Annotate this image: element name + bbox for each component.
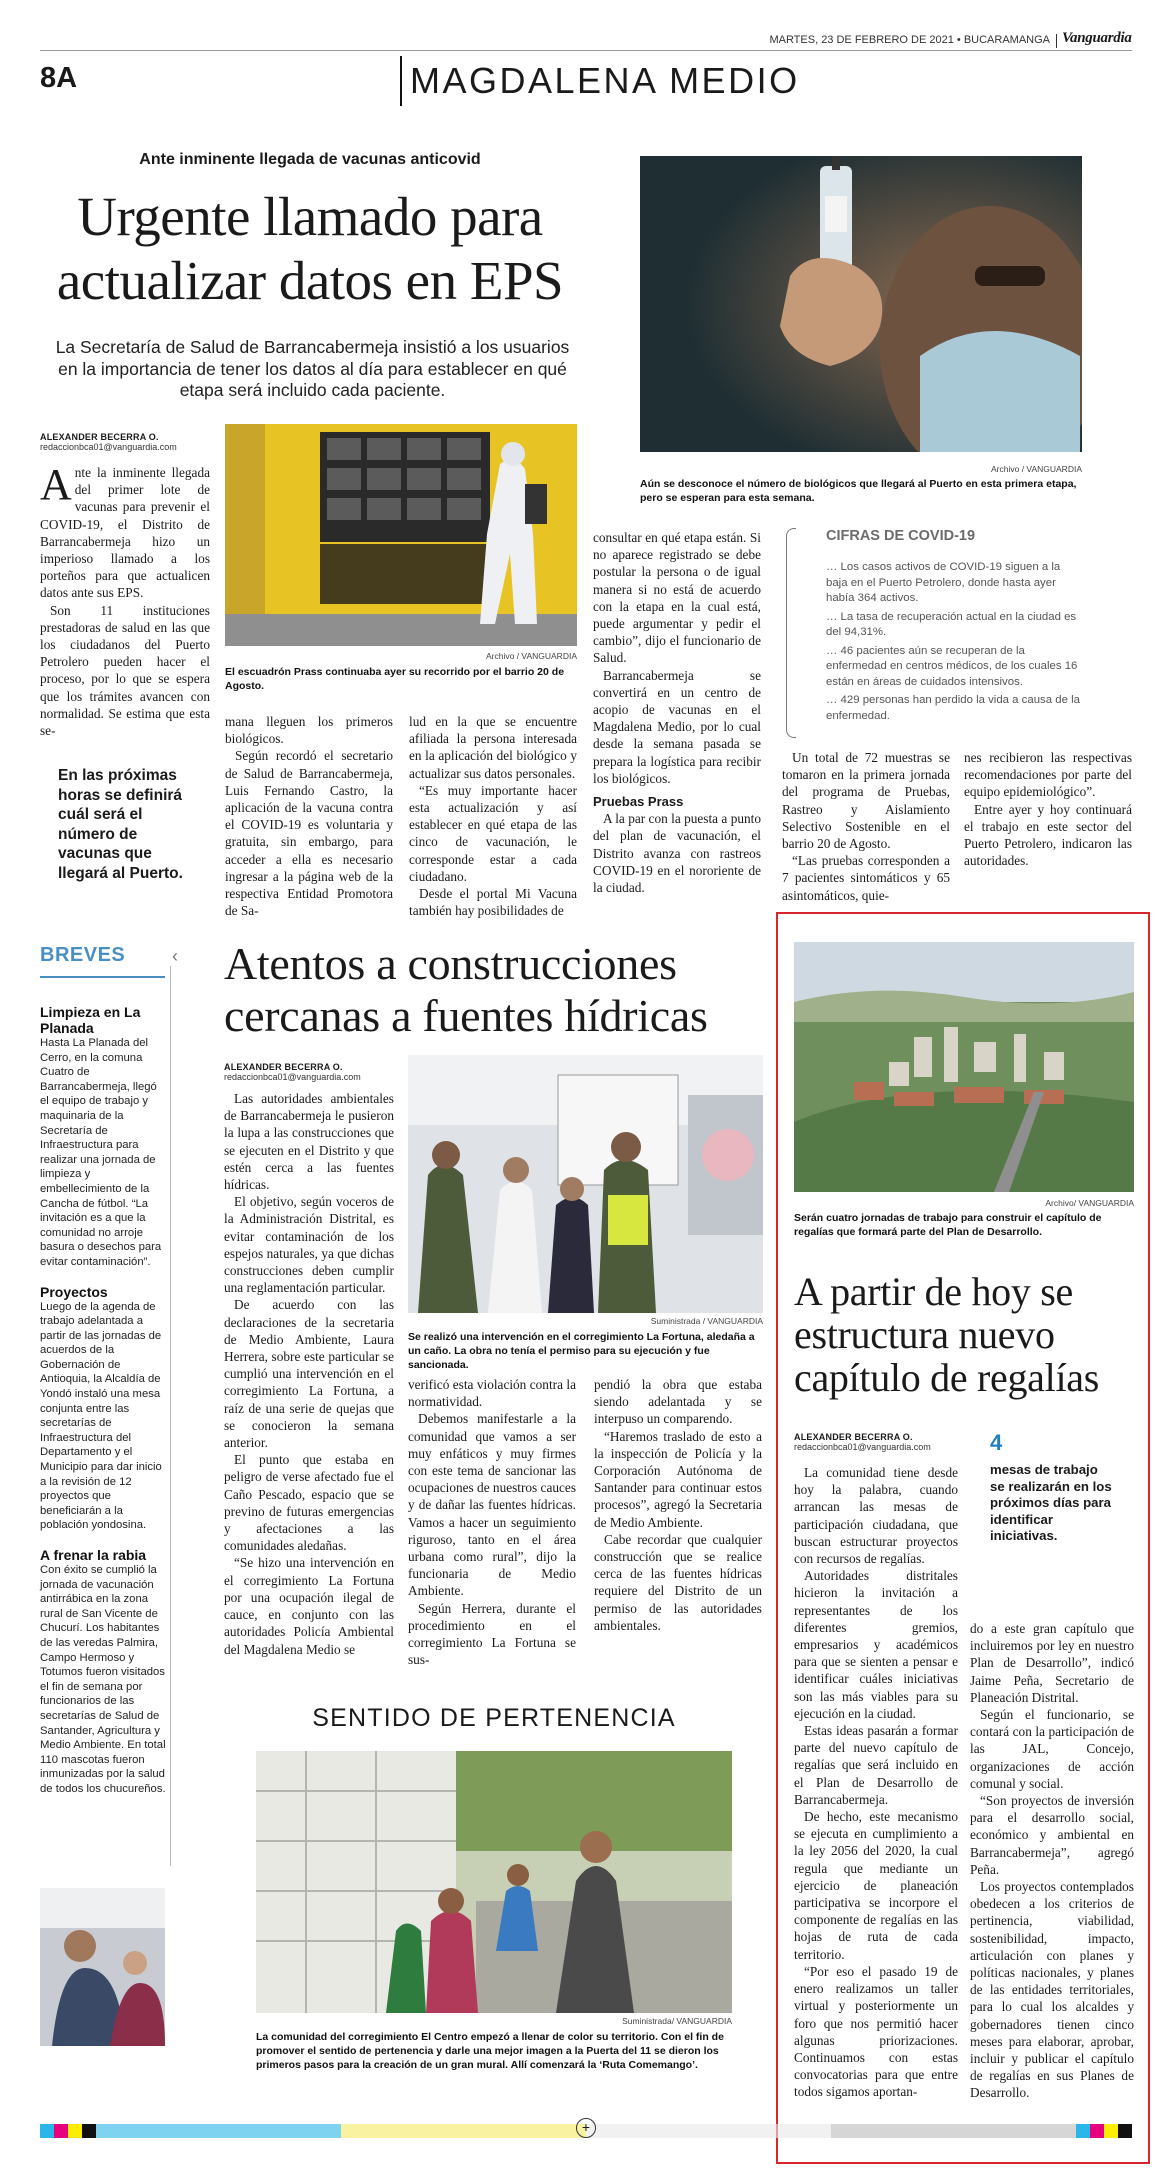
story3-col1-p5: “Por eso el pasado 19 de enero realizamos un taller virtual y posteriormente un foro que nos permitió hacer algunas priorizaciones. Continuamos con estas convocatorias para que entre todos sigamos aportan- [794,1963,958,2100]
sentido-photo [256,1751,732,2013]
story2-col2-p2: Debemos manifestarle a la comunidad que vamos a ser muy enfáticos y muy firmes con este tema de sancionar las ocupaciones de nuestros cauces y de dañar las fuentes hídricas. Vamos a hacer un seguimiento riguroso, tanto en el área urbana como rural”, dijo la funcionaria de Medio Ambiente. [408,1411,576,1599]
breves-item-text: Hasta La Planada del Cerro, en la comuna Cuatro de Barrancabermeja, llegó el equipo de trabajo y maquinaria de la Secretaría de Infraestructura para realizar una jornada de limpieza y embellecimiento de la Cancha de fútbol. “La invitación es a que la comunidad no arroje basura o desechos para evitar contaminación”. [40,1037,162,1268]
story2-photo-credit: Suministrada / VANGUARDIA [650,1316,763,1326]
breves-item-text: Luego de la agenda de trabajo adelantada a partir de las jornadas de acuerdos de la Gobernación de Antioquia, la Alcaldía de Yondó instaló una mesa conjunta entre las secretarías de Infraestructura del Departamento y el Municipio para dar inicio a la revisión de 12 proyectos que beneficiarán a la población yondosina. [40,1300,162,1532]
story3-city-photo [794,942,1134,1192]
story3-fact-text: mesas de trabajo se realizarán en los próximos días para identificar iniciativas. [990,1462,1112,1544]
story2-col1 [224,1090,394,1658]
breves-item-title: A frenar la rabia [40,1547,147,1563]
story1-byline [40,432,215,452]
story1-col2-p2: Según recordó el secretario de Salud de Barrancabermeja, Luis Fernando Castro, la aplicación de la vacuna contra el COVID-19 es voluntaria y gratuita, sin embargo, para acceder a ella es necesario ingresar a la página web de la respectiva Entidad Promotora de Sa- [225,748,393,919]
story3-col1-p3: Estas ideas pasarán a formar parte del nuevo capítulo de regalías que será incluido en el Plan de Desarrollo de Barrancabermeja. [794,1723,958,1807]
story2-col1-p3: De acuerdo con las declaraciones de la secretaria de Medio Ambiente, Laura Herrera, sobre este particular se cumplió una intervención en el corregimiento La Fortuna, a raíz de una serie de quejas que se conocieron la semana anterior. [224,1297,394,1451]
story2-col2-p3: Según Herrera, durante el procedimiento en el corregimiento La Fortuna se sus- [408,1600,576,1668]
breves-item-title: Proyectos [40,1283,108,1300]
story3-photo-credit: Archivo/ VANGUARDIA [1045,1198,1134,1208]
sentido-title: SENTIDO DE PERTENENCIA [312,1704,676,1732]
story2-col3-p2: “Haremos traslado de esto a la inspección de Policía y la Corporación Autónoma de Santander para continuar estos procesos”, agregó la Secretaria de Medio Ambiente. [594,1428,762,1530]
story1-col4-subhead: Pruebas Prass [593,794,684,810]
breves-label: BREVES [40,944,126,966]
story3-headline-line3: capítulo de regalías [794,1355,1099,1400]
breves-photo [40,1888,165,2046]
story1-col6-p2: Entre ayer y hoy continuará el trabajo en este sector del Puerto Petrolero, indicaron las autoridades. [964,801,1132,869]
story2-col2 [408,1376,576,1668]
story1-col1-p2: Son 11 instituciones prestadoras de salud en las que los ciudadanos del Puerto Petrolero pueden hacer el proceso, por lo que se espera que los trámites avancen con normalidad. Se estima que esta se- [40,602,210,739]
story1-headline-line1: Urgente llamado para [77,186,543,247]
story1-col1-p1: nte la inminente llegada del primer lote de vacunas para prevenir el COVID-19, el Distrito de Barrancabermeja hizo un imperioso llamado a los porteños para que actualicen datos ante sus EPS. [40,465,210,601]
story3-headline-line2: estructura nuevo [794,1312,1055,1357]
story1-kicker: Ante inminente llegada de vacunas anticovid [139,151,481,168]
story3-col2-p1: do a este gran capítulo que incluiremos por ley en nuestro Plan de Desarrollo”, indicó Jaime Peña, Secretario de Planeación Distrital. [970,1621,1134,1705]
story1-byline-name: ALEXANDER BECERRA O. [40,432,159,442]
story3-headline-line1: A partir de hoy se [794,1269,1073,1314]
breves-image-art [40,1888,165,2046]
story1-vaccine-photo [640,156,1082,452]
story1-col2 [225,713,393,919]
story3-col2-p4: Los proyectos contemplados obedecen a los criterios de pertinencia, viabilidad, sostenibilidad, impacto, articulación con planes y políticas nacionales, y planes de las entidades territoriales, para lo cual los alcaldes y gobernadores tienen cinco meses para elaborar, aprobar, incluir y publicar el capítulo de regalías en sus Planes de Desarrollo. [970,1879,1134,2101]
breves-item-title: Limpieza en La Planada [40,1004,141,1036]
story3-fact-number: 4 [990,1430,1003,1455]
story3-col1-p2: Autoridades distritales hicieron la invitación a representantes de los diferentes gremios, empresarios y académicos para que se sienten a pensar e identificar cuáles iniciativas son las más viables para su ejecución en la ciudad. [794,1568,958,1721]
story2-headline-line1: Atentos a construcciones [224,938,677,989]
story1-col3-p2: “Es muy importante hacer esta actualización y así establecer en qué etapa de las cinco de vacunación, le corresponde estar a cada ciudadano. [409,782,577,884]
story1-col6-p1: nes recibieron las respectivas recomendaciones por parte del equipo epidemiológico”. [964,750,1132,800]
story2-col3-p1: pendió la obra que estaba siendo adelantada y se interpuso un comparendo. [594,1377,762,1427]
story1-col2-p1: mana lleguen los primeros biológicos. [225,714,393,747]
date-line: MARTES, 23 DE FEBRERO DE 2021 • BUCARAMANGA [769,34,1050,46]
story2-col2-p1: verificó esta violación contra la normatividad. [408,1377,576,1410]
registration-mark-icon: + [576,2118,596,2138]
story1-col4-p2: Barrancabermeja se convertirá en un centro de acopio de vacunas en el Magdalena Medio, por lo cual desde la semana pasada se prepara la logística para recibir los biológicos. [593,667,761,786]
brand-logo: Vanguardia [1062,30,1132,46]
story2-photo-caption: Se realizó una intervención en el corregimiento La Fortuna, aledaña a un caño. La obra no tenía el permiso para su ejecución y fue sancionada. [408,1331,755,1371]
story2-byline-email: redaccionbca01@vanguardia.com [224,1072,361,1082]
date-divider [1056,34,1057,48]
section-title: MAGDALENA MEDIO [410,60,800,101]
story2-headline [224,938,764,1042]
breves-side-line [170,966,171,1866]
story1-headline-line2: actualizar datos en EPS [56,250,564,311]
story2-col3-p3: Cabe recordar que cualquier construcción que se realice cerca de las fuentes hídricas requiere del Distrito de un permiso de las autoridades ambientales. [594,1531,762,1633]
story3-col1 [794,1464,958,2101]
story3-byline-email: redaccionbca01@vanguardia.com [794,1442,931,1452]
story1-col5 [782,749,950,904]
story1-col4-p1: consultar en qué etapa están. Si no aparece registrado se debe postular la persona o de igual manera si no está de acuerdo con la etapa en la cual está, puede argumentar y pedir el cambio”, dijo el funcionario de Salud. [593,530,761,666]
story1-dropcap: A [40,460,72,509]
story3-col2-p2: Según el funcionario, se contará con la participación de las JAL, Concejo, organizaciones de acción comunal y social. [970,1707,1134,1791]
city-image-art [794,942,1134,1192]
vaccine-image-art [640,156,1082,452]
story3-col1-p4: De hecho, este mecanismo se ejecuta en cumplimiento a la ley 2056 del 2020, la cual regula que mediante un ejercicio de planeación participativa se incorpore el componente de regalías en las hojas de ruta de cada territorio. [794,1809,958,1962]
sentido-credit: Suministrada/ VANGUARDIA [622,2016,732,2026]
story3-col2-p3: “Son proyectos de inversión para el desarrollo social, económico y ambiental en Barrancabermeja”, agregó Peña. [970,1793,1134,1877]
story2-byline-name: ALEXANDER BECERRA O. [224,1062,343,1072]
story1-photo2-caption: Aún se desconoce el número de biológicos que llegará al Puerto en esta primera etapa, pero se esperan para esta semana. [640,478,1077,504]
story2-headline-line2: cercanas a fuentes hídricas [224,990,708,1041]
story2-byline [224,1062,404,1082]
page-number: 8A [40,62,78,94]
sentido-image-art [256,1751,732,2013]
story1-pullquote: En las próximas horas se definirá cuál será el número de vacunas que llegará al Puerto. [58,767,183,882]
breves-rule [40,976,165,978]
story1-col3 [409,713,577,919]
story2-photo [408,1055,763,1313]
story3-headline [794,1270,1134,1399]
breves-list [40,1004,166,1797]
story3-col2 [970,1620,1134,2102]
story1-prass-photo [225,424,577,646]
story1-col4-p3: A la par con la puesta a punto del plan de vacunación, el Distrito avanza con rastreos COVID-19 en el nororiente de la ciudad. [593,811,761,896]
cifras-item: … 429 personas han perdido la vida a causa de la enfermedad. [826,694,1080,722]
story1-headline [30,185,590,313]
story1-col3-p1: lud en la que se encuentre afiliada la persona interesada en la aplicación del biológico y actualizar sus datos personales. [409,714,577,781]
story2-image-art [408,1055,763,1313]
story1-col5-p2: “Las pruebas corresponden a 7 pacientes sintomáticos y 65 asintomáticos, quie- [782,853,950,903]
story2-col3 [594,1376,762,1634]
story3-photo-caption: Serán cuatro jornadas de trabajo para construir el capítulo de regalías que formará parte del Plan de Desarrollo. [794,1212,1102,1238]
story1-byline-email: redaccionbca01@vanguardia.com [40,442,177,452]
cifras-item: … La tasa de recuperación actual en la ciudad es del 94,31%. [826,610,1077,638]
story1-deck: La Secretaría de Salud de Barrancabermeja insistió a los usuarios en la importancia de tener los datos al día para establecer en qué etapa será incluido cada paciente. [55,337,570,400]
header-rule [40,50,1132,51]
story1-col4 [593,529,761,896]
cifras-title: CIFRAS DE COVID-19 [826,528,976,544]
prass-image-art [225,424,577,646]
story1-photo2-credit: Archivo / VANGUARDIA [990,464,1082,474]
breves-arrow-icon: ‹ [172,946,178,966]
cifras-item: … 46 pacientes aún se recuperan de la enfermedad en centros médicos, de los cuales 16 están en áreas de cuidados intensivos. [826,644,1078,688]
story1-photo1-credit: Archivo / VANGUARDIA [485,651,577,661]
story1-col6 [964,749,1132,869]
story1-col1 [40,460,210,739]
story1-photo1-caption: El escuadrón Prass continuaba ayer su recorrido por el barrio 20 de Agosto. [225,666,565,692]
story3-byline [794,1432,964,1452]
cifras-bracket [786,528,796,738]
sentido-caption: La comunidad del corregimiento El Centro empezó a llenar de color su territorio. Con el fin de promover el sentido de pertenencia y darle una mejor imagen a la Puerta del 11 se dieron los primeros pasos para la creación de un gran mural. Allí comenzará la ‘Ruta Comemango’. [256,2031,724,2071]
story1-col3-p3: Desde el portal Mi Vacuna también hay posibilidades de [409,886,577,919]
breves-item-text: Con éxito se cumplió la jornada de vacunación antirrábica en la zona rural de San Vicente de Chucurí. Los habitantes de las veredas Palmira, Campo Hermoso y Totumos fueron visitados el fin de semana por funcionarios de las secretarías de Salud de Santander, Agricultura y Medio Ambiente. En total 110 mascotas fueron inmunizadas por la salud de todos los chucureños. [40,1564,166,1795]
cifras-list [826,560,1084,724]
story3-col1-p1: La comunidad tiene desde hoy la palabra, cuando arrancan las mesas de participación ciudadana, que buscan estructurar proyectos con recursos de regalías. [794,1465,958,1567]
story2-col1-p2: El objetivo, según voceros de la Administración Distrital, es evitar contaminación de los espejos naturales, ya que dichas construcciones deben cumplir una reglamentación particular. [224,1194,394,1296]
section-divider [400,56,402,106]
story2-col1-p5: “Se hizo una intervención en el corregimiento La Fortuna por una ocupación ilegal de cauce, en conjunto con las autoridades Policía Ambiental del Magdalena Medio se [224,1555,394,1657]
story1-col5-p1: Un total de 72 muestras se tomaron en la primera jornada del programa de Pruebas, Rastreo y Aislamiento Selectivo Sostenible en el barrio 20 de Agosto. [782,750,950,852]
story2-col1-p4: El punto que estaba en peligro de verse afectado fue el Caño Pescado, espacio que se previno de futuras emergencias y afectaciones a las comunidades aledañas. [224,1452,394,1554]
story2-col1-p1: Las autoridades ambientales de Barrancabermeja le pusieron la lupa a las construcciones que se ejecuten en el Distrito y que estén cerca a las fuentes hídricas. [224,1091,394,1193]
story3-byline-name: ALEXANDER BECERRA O. [794,1432,913,1442]
cifras-item: … Los casos activos de COVID-19 siguen a la baja en el Puerto Petrolero, donde hasta ayer había 364 activos. [826,561,1061,604]
